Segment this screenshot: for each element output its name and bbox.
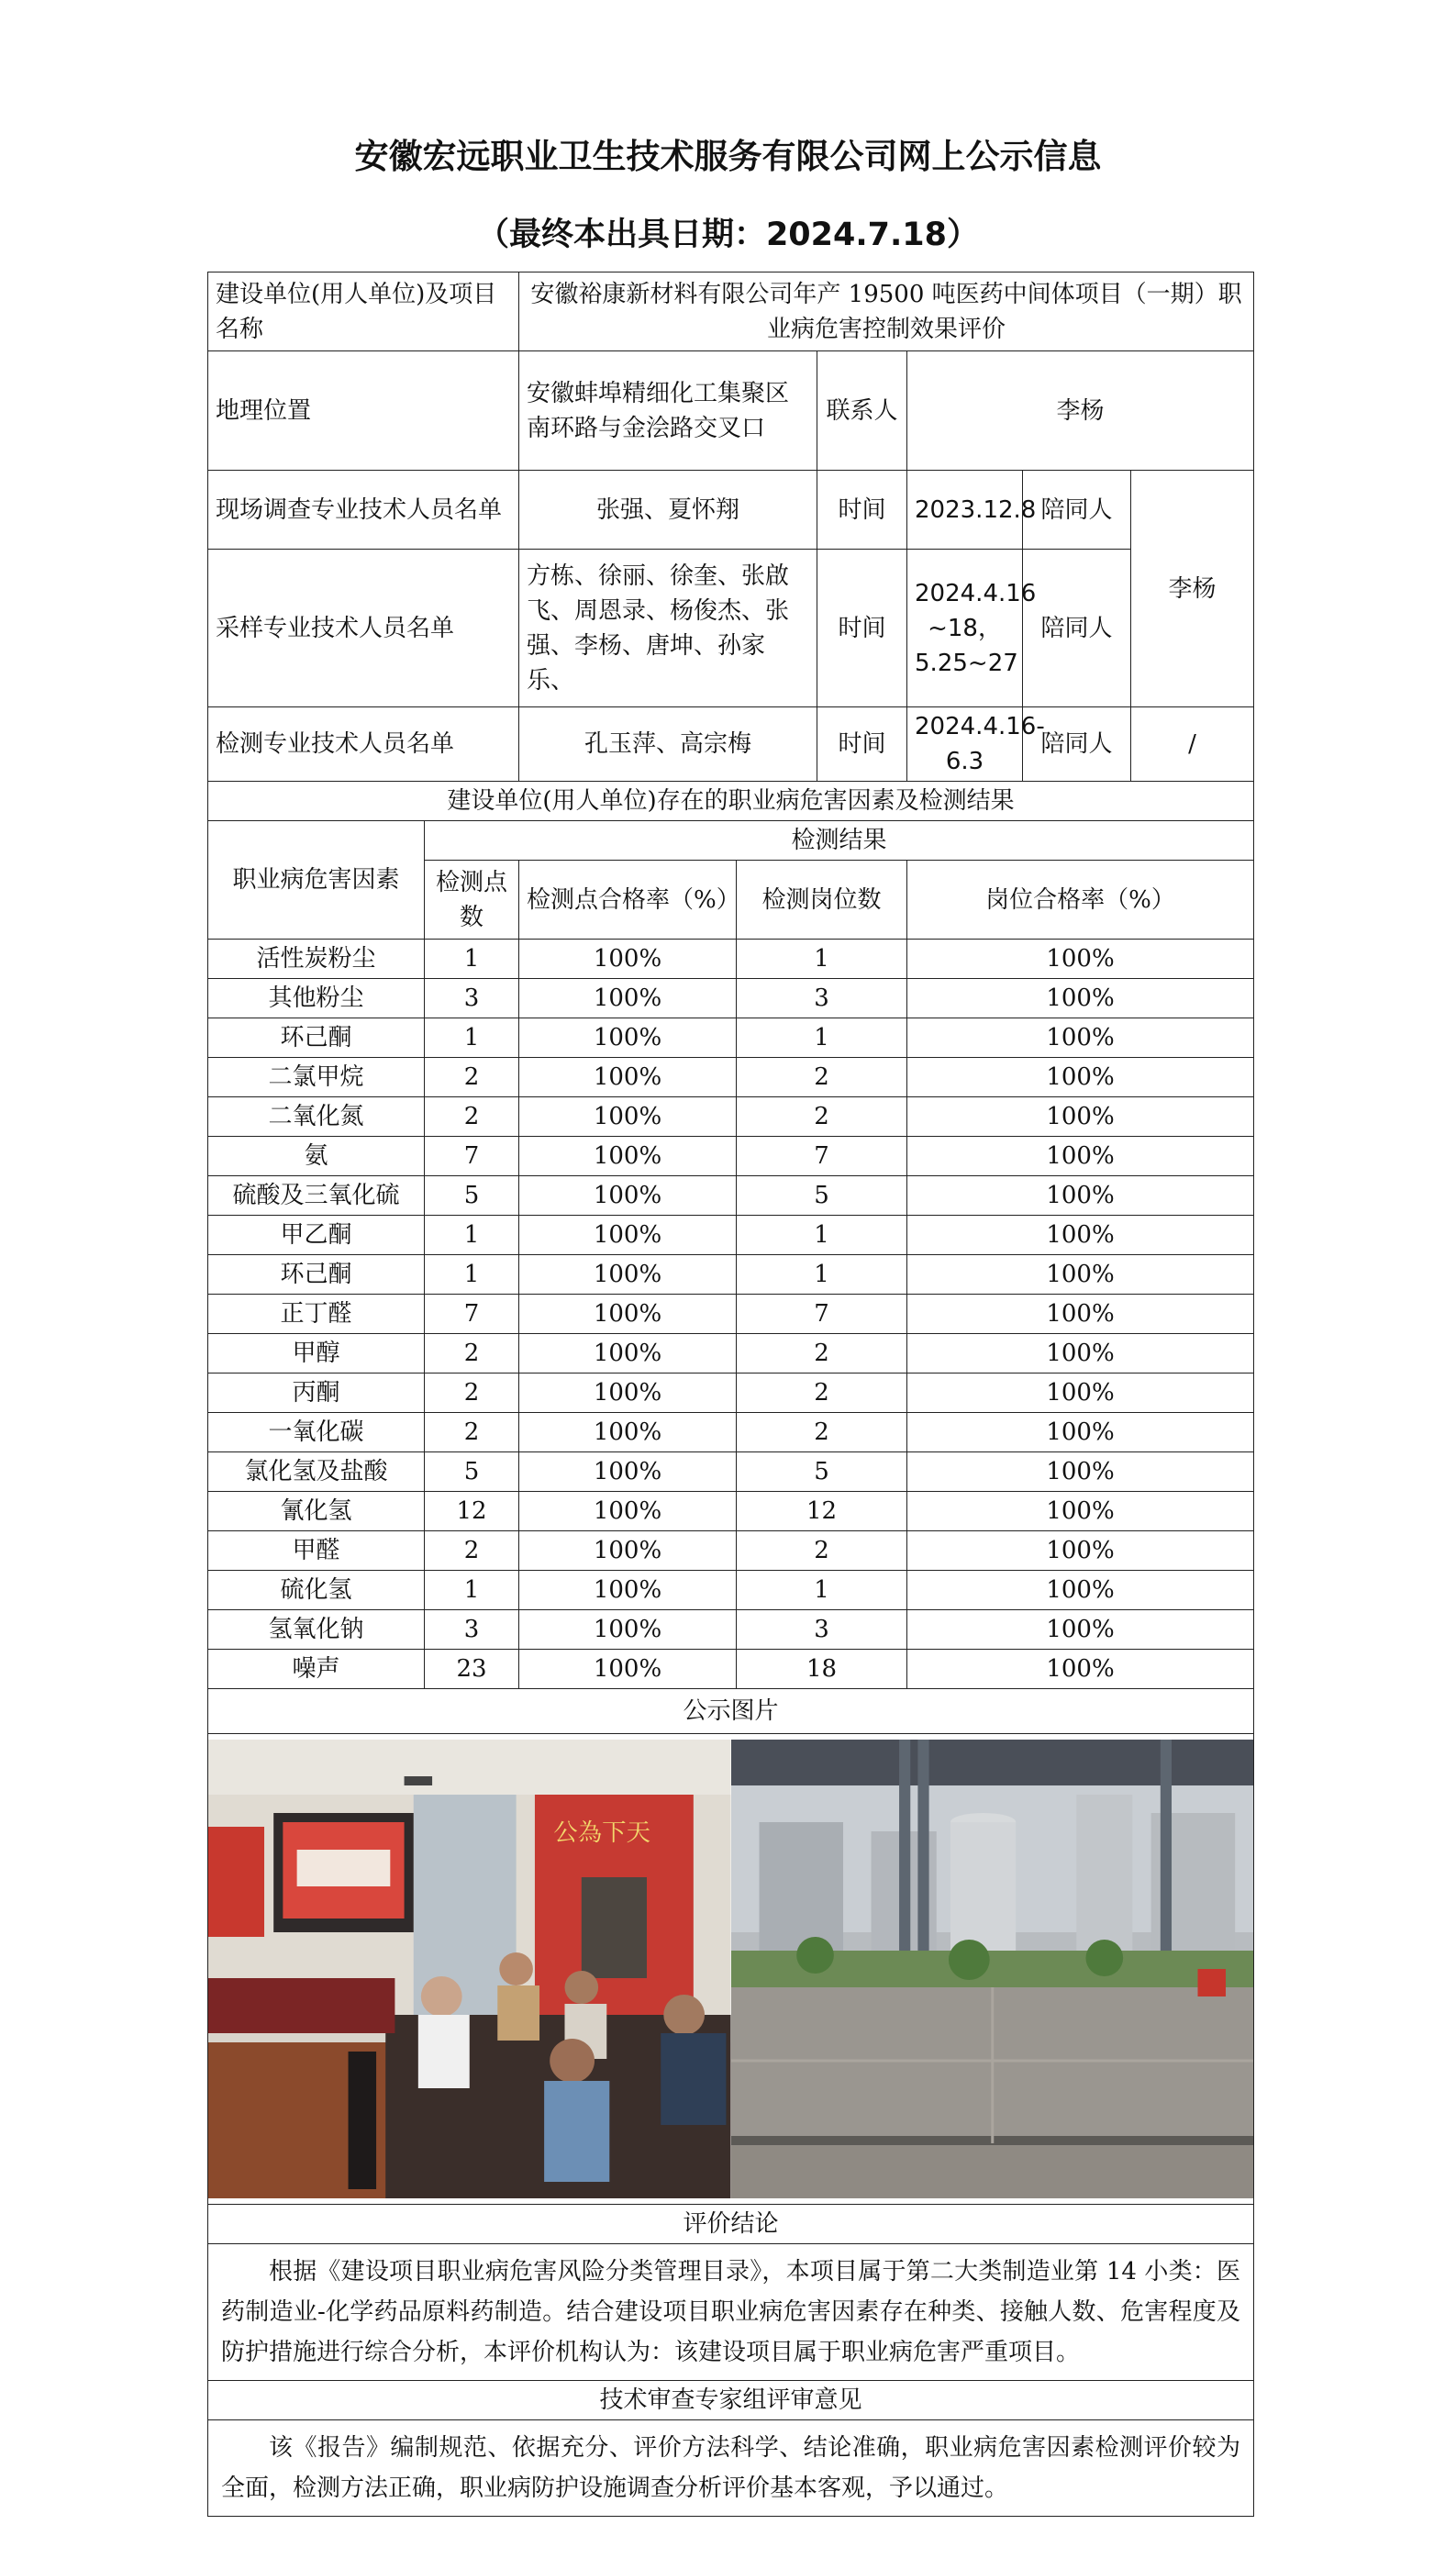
table-row	[208, 1610, 1254, 1650]
hazard-post-rate: 100%	[907, 1374, 1254, 1413]
survey-label: 现场调查专业技术人员名单	[208, 471, 519, 550]
hazard-posts: 2	[737, 1374, 907, 1413]
hazard-points: 3	[425, 979, 519, 1018]
hazard-factor: 氨	[208, 1137, 425, 1176]
conclusion-text: 根据《建设项目职业病危害风险分类管理目录》，本项目属于第二大类制造业第 14 小类：医药制造业-化学药品原料药制造。结合建设项目职业病危害因素存在种类、接触人数、危害程度及防护措施进行综合分析，本评价机构认为：该建设项目属于职业病危害严重项目。	[208, 2244, 1254, 2381]
hazard-point-rate: 100%	[519, 1058, 737, 1097]
hazard-points: 2	[425, 1058, 519, 1097]
hazard-factor: 正丁醛	[208, 1295, 425, 1334]
hazard-point-rate: 100%	[519, 1492, 737, 1531]
hazard-posts: 1	[737, 1255, 907, 1295]
survey-accompany-label: 陪同人	[1023, 471, 1131, 550]
sampling-staff: 方栋、徐丽、徐奎、张啟飞、周恩录、杨俊杰、张强、李杨、唐坤、孙家乐、	[519, 550, 817, 707]
testing-accompany-label: 陪同人	[1023, 707, 1131, 782]
col-factor: 职业病危害因素	[208, 821, 425, 940]
col-point-rate: 检测点合格率（%）	[519, 861, 737, 940]
hazard-points: 1	[425, 940, 519, 979]
review-title: 技术审查专家组评审意见	[208, 2381, 1254, 2420]
hazard-points: 2	[425, 1413, 519, 1452]
hazard-factor: 氯化氢及盐酸	[208, 1452, 425, 1492]
hazard-points: 5	[425, 1176, 519, 1216]
hazard-post-rate: 100%	[907, 1295, 1254, 1334]
hazard-points: 1	[425, 1255, 519, 1295]
table-row	[208, 940, 1254, 979]
testing-accompany-value: /	[1131, 707, 1254, 782]
banner-slogan: 公為下天	[553, 1819, 651, 1847]
hazard-point-rate: 100%	[519, 1610, 737, 1650]
project-label: 建设单位(用人单位)及项目名称	[208, 272, 519, 351]
hazard-posts: 3	[737, 979, 907, 1018]
table-row	[208, 1255, 1254, 1295]
hazard-post-rate: 100%	[907, 1413, 1254, 1452]
hazard-point-rate: 100%	[519, 940, 737, 979]
hazard-factor: 硫化氢	[208, 1571, 425, 1610]
hazard-point-rate: 100%	[519, 1571, 737, 1610]
hazard-points: 23	[425, 1650, 519, 1689]
table-row	[208, 1097, 1254, 1137]
hazard-factor: 环己酮	[208, 1255, 425, 1295]
meeting-room-photo	[208, 1740, 731, 2198]
hazards-section-title: 建设单位(用人单位)存在的职业病危害因素及检测结果	[208, 782, 1254, 821]
hazard-posts: 12	[737, 1492, 907, 1531]
hazard-factor: 一氧化碳	[208, 1413, 425, 1452]
hazard-post-rate: 100%	[907, 1216, 1254, 1255]
accompany-value: 李杨	[1131, 471, 1254, 707]
hazard-point-rate: 100%	[519, 1216, 737, 1255]
hazard-point-rate: 100%	[519, 1295, 737, 1334]
hazard-post-rate: 100%	[907, 1255, 1254, 1295]
survey-time: 2023.12.8	[907, 471, 1023, 550]
contact-value: 李杨	[907, 351, 1254, 471]
table-row	[208, 1018, 1254, 1058]
hazard-posts: 5	[737, 1176, 907, 1216]
hazard-posts: 5	[737, 1452, 907, 1492]
hazard-factor: 甲乙酮	[208, 1216, 425, 1255]
hazard-posts: 1	[737, 940, 907, 979]
project-value: 安徽裕康新材料有限公司年产 19500 吨医药中间体项目（一期）职业病危害控制效果评价	[519, 272, 1254, 351]
hazard-factor: 氰化氢	[208, 1492, 425, 1531]
hazard-factor: 丙酮	[208, 1374, 425, 1413]
sampling-accompany-label: 陪同人	[1023, 550, 1131, 707]
hazard-factor: 其他粉尘	[208, 979, 425, 1018]
factory-site-photo	[731, 1740, 1254, 2198]
hazard-points: 7	[425, 1295, 519, 1334]
hazard-point-rate: 100%	[519, 1334, 737, 1374]
hazard-posts: 1	[737, 1571, 907, 1610]
hazard-posts: 2	[737, 1413, 907, 1452]
issue-date: （最终本出具日期：2024.7.18）	[476, 217, 980, 253]
disclosure-table	[207, 272, 1254, 2517]
hazard-posts: 2	[737, 1058, 907, 1097]
col-posts: 检测岗位数	[737, 861, 907, 940]
hazard-factor: 甲醛	[208, 1531, 425, 1571]
hazard-points: 1	[425, 1216, 519, 1255]
location-value: 安徽蚌埠精细化工集聚区南环路与金浍路交叉口	[519, 351, 817, 471]
col-post-rate: 岗位合格率（%）	[907, 861, 1254, 940]
survey-staff: 张强、夏怀翔	[519, 471, 817, 550]
hazard-factor: 甲醇	[208, 1334, 425, 1374]
hazard-post-rate: 100%	[907, 940, 1254, 979]
hazard-posts: 1	[737, 1216, 907, 1255]
hazard-post-rate: 100%	[907, 1137, 1254, 1176]
hazard-posts: 2	[737, 1097, 907, 1137]
review-text: 该《报告》编制规范、依据充分、评价方法科学、结论准确，职业病危害因素检测评价较为全面，检测方法正确，职业病防护设施调查分析评价基本客观，予以通过。	[208, 2420, 1254, 2517]
hazard-points: 12	[425, 1492, 519, 1531]
hazard-factor: 噪声	[208, 1650, 425, 1689]
table-row	[208, 1413, 1254, 1452]
hazard-factor: 氢氧化钠	[208, 1610, 425, 1650]
hazard-points: 1	[425, 1018, 519, 1058]
testing-label: 检测专业技术人员名单	[208, 707, 519, 782]
hazard-point-rate: 100%	[519, 979, 737, 1018]
hazard-points: 7	[425, 1137, 519, 1176]
sampling-time-label: 时间	[817, 550, 907, 707]
hazard-points: 3	[425, 1610, 519, 1650]
hazard-point-rate: 100%	[519, 1097, 737, 1137]
hazard-point-rate: 100%	[519, 1374, 737, 1413]
sampling-time: 2024.4.16 ~18，5.25~27	[907, 550, 1023, 707]
hazard-point-rate: 100%	[519, 1255, 737, 1295]
hazard-factor: 活性炭粉尘	[208, 940, 425, 979]
table-row	[208, 1650, 1254, 1689]
hazard-post-rate: 100%	[907, 1176, 1254, 1216]
hazard-points: 2	[425, 1531, 519, 1571]
hazard-points: 2	[425, 1374, 519, 1413]
table-row	[208, 1492, 1254, 1531]
hazard-post-rate: 100%	[907, 1650, 1254, 1689]
hazard-post-rate: 100%	[907, 1334, 1254, 1374]
table-row	[208, 1295, 1254, 1334]
table-row	[208, 1216, 1254, 1255]
conclusion-title: 评价结论	[208, 2205, 1254, 2244]
hazard-points: 5	[425, 1452, 519, 1492]
col-points: 检测点数	[425, 861, 519, 940]
page-title: 安徽宏远职业卫生技术服务有限公司网上公示信息	[354, 137, 1102, 176]
hazard-points: 2	[425, 1097, 519, 1137]
hazard-point-rate: 100%	[519, 1452, 737, 1492]
hazard-posts: 3	[737, 1610, 907, 1650]
hazard-post-rate: 100%	[907, 979, 1254, 1018]
hazard-factor: 二氧化氮	[208, 1097, 425, 1137]
hazard-post-rate: 100%	[907, 1097, 1254, 1137]
table-row	[208, 1571, 1254, 1610]
testing-time-label: 时间	[817, 707, 907, 782]
hazard-points: 1	[425, 1571, 519, 1610]
hazard-points: 2	[425, 1334, 519, 1374]
table-row	[208, 1452, 1254, 1492]
hazard-posts: 1	[737, 1018, 907, 1058]
hazard-posts: 2	[737, 1531, 907, 1571]
hazard-factor: 环己酮	[208, 1018, 425, 1058]
hazard-factor: 二氯甲烷	[208, 1058, 425, 1097]
table-row	[208, 979, 1254, 1018]
hazard-post-rate: 100%	[907, 1571, 1254, 1610]
table-row	[208, 1531, 1254, 1571]
hazard-point-rate: 100%	[519, 1018, 737, 1058]
photos-section-title: 公示图片	[208, 1689, 1254, 1734]
sampling-label: 采样专业技术人员名单	[208, 550, 519, 707]
hazard-point-rate: 100%	[519, 1650, 737, 1689]
table-row	[208, 1334, 1254, 1374]
hazard-post-rate: 100%	[907, 1452, 1254, 1492]
hazard-posts: 7	[737, 1137, 907, 1176]
hazard-point-rate: 100%	[519, 1531, 737, 1571]
hazard-posts: 18	[737, 1650, 907, 1689]
col-results: 检测结果	[425, 821, 1254, 861]
testing-staff: 孔玉萍、高宗梅	[519, 707, 817, 782]
table-row	[208, 1374, 1254, 1413]
hazard-post-rate: 100%	[907, 1058, 1254, 1097]
hazard-post-rate: 100%	[907, 1492, 1254, 1531]
hazard-post-rate: 100%	[907, 1610, 1254, 1650]
location-label: 地理位置	[208, 351, 519, 471]
hazard-post-rate: 100%	[907, 1531, 1254, 1571]
photos-cell	[208, 1734, 1254, 2205]
table-row	[208, 1058, 1254, 1097]
testing-time: 2024.4.16-6.3	[907, 707, 1023, 782]
hazard-factor: 硫酸及三氧化硫	[208, 1176, 425, 1216]
table-row	[208, 1137, 1254, 1176]
hazard-point-rate: 100%	[519, 1176, 737, 1216]
contact-label: 联系人	[817, 351, 907, 471]
table-row	[208, 1176, 1254, 1216]
hazard-point-rate: 100%	[519, 1137, 737, 1176]
hazard-posts: 2	[737, 1334, 907, 1374]
hazard-posts: 7	[737, 1295, 907, 1334]
hazard-point-rate: 100%	[519, 1413, 737, 1452]
hazard-post-rate: 100%	[907, 1018, 1254, 1058]
survey-time-label: 时间	[817, 471, 907, 550]
